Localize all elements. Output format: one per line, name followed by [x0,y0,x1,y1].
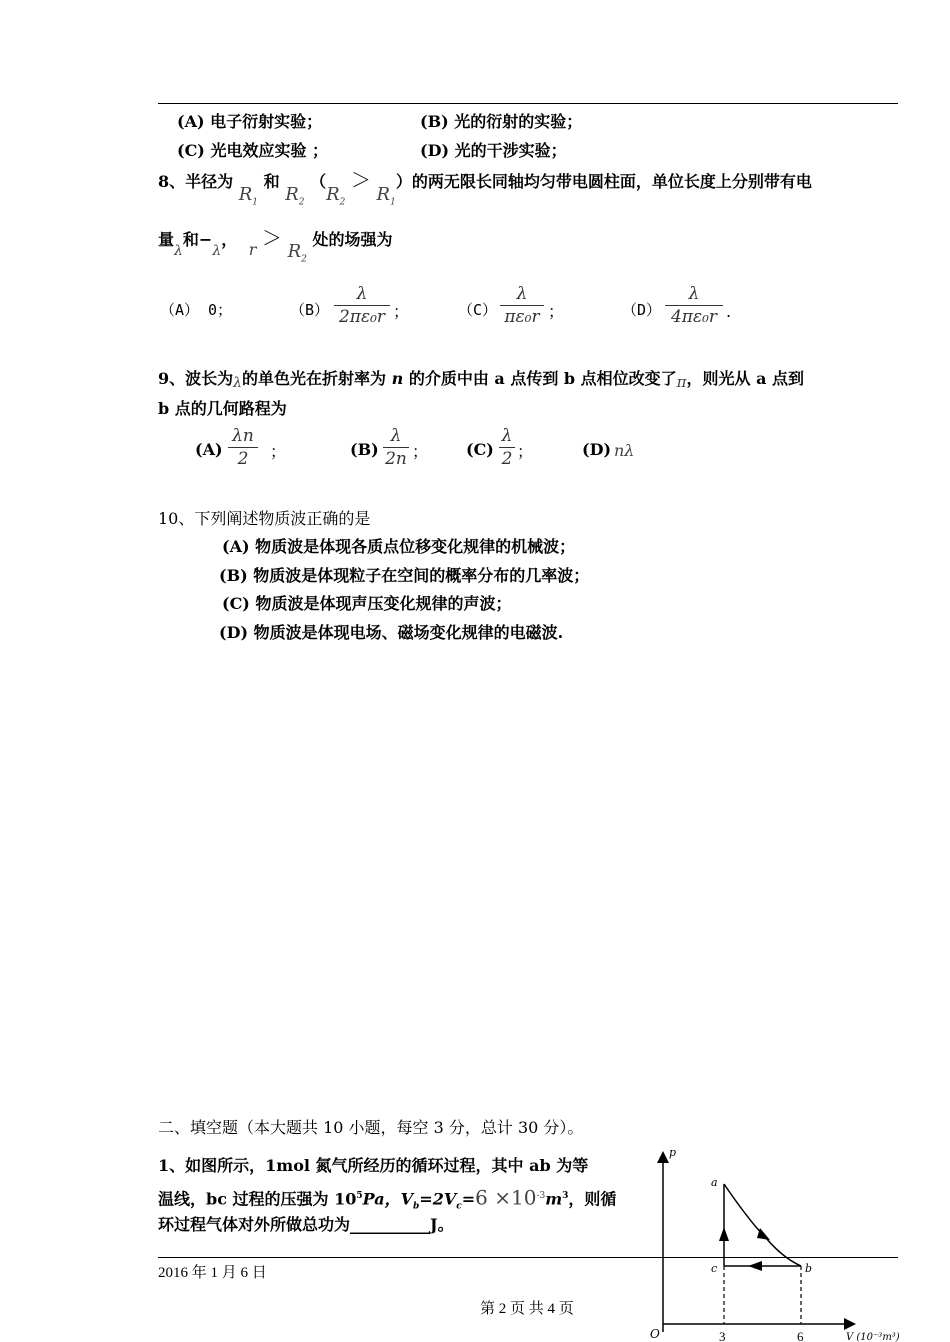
math-r1: $R_1$ [238,184,259,208]
q7-option-d: (D) 光的干涉实验； [420,141,567,160]
q7-option-b: (B) 光的衍射的实验； [420,112,583,131]
footer-date: 2016 年 1 月 6 日 [158,1265,267,1281]
math-r1b: $R_1$ [376,184,396,208]
q9-option-d-label: (D) [582,440,612,459]
q8-text-field: 处的场强为 [312,230,393,249]
q8-and: 和 [263,172,280,191]
q8-paren-open: （ [310,172,327,191]
pv-y-label: p [669,1146,677,1159]
q1-volume-exp: -3 [536,1191,546,1201]
math-r2: $R_2$ [285,184,305,208]
pv-tick-6: 6 [797,1329,804,1342]
section2-q1-line3: 环过程气体对外所做总功为__________J。 [158,1215,454,1234]
pv-isotherm-ab [724,1184,801,1266]
q8-option-a: （A） 0； [160,301,233,319]
math-lambda-q9: λ [233,375,243,391]
q8-gt-2: ＞ [262,226,283,250]
pv-tick-3: 3 [719,1329,726,1342]
q7-option-a: (A) 电子衍射实验； [177,112,323,131]
pv-arrow-ca [719,1227,729,1241]
q9-option-c-label: (C) [466,440,494,459]
q9-option-a-fraction: λn 2 [226,425,260,470]
q1-pressure-exp: 5 [356,1191,363,1201]
q8-option-c-fraction: λ πε₀r [498,283,546,328]
q8-stem-line2 [158,226,393,265]
q8-end: . [726,302,732,321]
q9-text-index: 的单色光在折射率为 [242,369,387,388]
q9-option-c-fraction: λ 2 [497,425,517,470]
q9-text-wavelength: 9、波长为 [158,369,234,388]
q8-sep-c: ； [548,302,565,321]
q9-option-b-fraction: λ 2n [381,425,411,470]
math-pi: π [676,373,687,391]
q7-option-c: (C) 光电效应实验 ； [177,141,329,160]
q9-sep-c: ； [517,442,534,461]
q8-option-b-fraction: λ 2πε₀r [332,283,392,328]
q8-gt: ＞ [350,168,371,192]
q1-text-vb: Pa，V [362,1189,413,1209]
q10-option-d: (D) 物质波是体现电场、磁场变化规律的电磁波. [219,623,564,642]
q9-option-b-label: (B) [350,440,379,459]
q8-intro: 8、半径为 [158,172,234,191]
math-lambda-2: λ [212,243,222,259]
q8-paren-close: ）的两无限长同轴均匀带电圆柱面，单位长度上分别带有电 [395,172,812,191]
section2-q1-line1: 1、如图所示，1mol 氮气所经历的循环过程，其中 ab 为等 [158,1156,589,1175]
math-lambda: λ [174,243,183,259]
q8-text-and-minus: 和− [182,230,213,249]
q8-sep-b: ； [393,302,410,321]
q8-option-c-label: （C） [458,301,498,319]
section2-q1-line2 [158,1186,616,1217]
header-rule [158,103,898,104]
q8-option-d-fraction: λ 4πε₀r [663,283,725,328]
q8-text-charge: 量 [158,230,175,249]
q9-stem-line1 [158,369,804,390]
math-r2c: $R_2$ [287,241,307,265]
q8-stem-line1 [158,168,812,208]
q1-text-pressure: 温线，bc 过程的压强为 10 [158,1189,357,1209]
q9-sep-a: ； [270,442,287,461]
footer-page-number: 第 2 页 共 4 页 [480,1301,574,1317]
pv-point-b: b [805,1262,813,1275]
q1-text-eq: = [461,1189,476,1209]
section2-title: 二、填空题（本大题共 10 小题，每空 3 分，总计 30 分）。 [158,1118,584,1137]
q9-text-phase: 的介质中由 a 点传到 b 点相位改变了 [408,369,677,388]
q1-text-unit: m [545,1189,563,1209]
q10-option-b: (B) 物质波是体现粒子在空间的概率分布的几率波； [219,566,590,585]
q9-n: n [391,369,404,388]
pv-arrow-bc [748,1261,762,1271]
q8-option-d-label: （D） [622,301,662,319]
pv-origin: O [650,1327,660,1341]
q1-unit-exp: 3 [562,1191,569,1201]
q1-text-vc: =2V [419,1189,457,1209]
q8-option-b-label: （B） [290,301,330,319]
q10-stem: 10、下列阐述物质波正确的是 [158,509,371,528]
math-r2b: $R_2$ [326,184,346,208]
pv-point-a: a [711,1176,718,1189]
pv-x-label: V (10⁻³m³) [846,1332,900,1342]
pv-diagram [648,1142,918,1342]
q9-option-d-value: nλ [614,441,635,460]
math-r-lower: r [248,240,257,259]
q1-volume-value: 6 ×10 [475,1185,537,1210]
q1-sub-c: c [456,1201,462,1212]
q10-option-c: (C) 物质波是体现声压变化规律的声波； [222,594,512,613]
q9-sep-b: ； [412,442,429,461]
q1-text-then: ，则循 [568,1189,617,1209]
q1-sub-b: b [413,1201,420,1212]
q9-text-path: ，则光从 a 点到 [686,369,805,388]
q9-stem-line2: b 点的几何路程为 [158,399,287,418]
pv-point-c: c [711,1262,718,1275]
q9-option-a-label: (A) [195,440,223,459]
q10-option-a: (A) 物质波是体现各质点位移变化规律的机械波； [222,537,576,556]
q8-text-comma: ， [221,230,238,249]
